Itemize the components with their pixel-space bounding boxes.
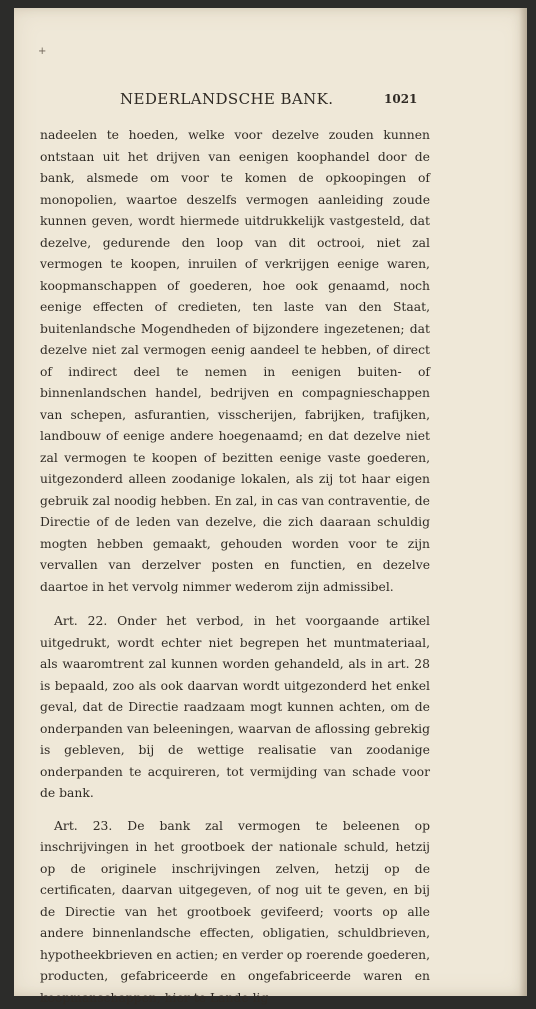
page-number: 1021 (384, 92, 417, 106)
paragraph-continuation: nadeelen te hoeden, welke voor dezelve zouden kunnen ontstaan uit het drijven van eenigen koophandel door de bank, alsmede om voor te komen de opkoopingen of monopolien, waartoe deszelfs vermogen aanleiding zoude kunnen geven, wordt hiermede uitdrukkelijk vastgesteld, dat dezelve, gedurende den loop van dit octrooi, niet zal vermogen te koopen, inruilen of verkrijgen eenige waren, koopmanschappen of goederen, hoe ook genaamd, noch eenige effecten of credieten, ten laste van den Staat, buitenlandsche Mogendheden of bijzondere ingezetenen; dat dezelve niet zal vermogen eenig aandeel te hebben, of direct of indirect deel te nemen in eenigen buiten- of binnenlandschen handel, bedrijven en compagnieschappen van schepen, asfurantien, visscherijen, fabrijken, trafijken, landbouw of eenige andere hoegenaamd; en dat dezelve niet zal vermogen te koopen of bezitten eenige vaste goederen, uitgezonderd alleen zoodanige lokalen, als zij tot haar eigen gebruik zal noodig hebben. En zal, in cas van contraventie, de Directie of de leden van dezelve, die zich daaraan schuldig mogten hebben gemaakt, gehouden worden voor te zijn vervallen van derzelver posten en functien, en dezelve daartoe in het vervolg nimmer wederom zijn admissibel. (40, 125, 430, 598)
page-mark: + (38, 46, 46, 57)
main-text (40, 125, 430, 1009)
article-23-paragraph: Art. 23. De bank zal vermogen te beleenen op inschrijvingen in het grootboek der nationale schuld, hetzij op de originele inschrijvingen zelven, hetzij op de certificaten, daarvan uitgegeven, of nog uit te geven, en bij de Directie van het grootboek gevifeerd; voorts op alle andere binnenlandsche effecten, obligatien, schuldbrieven, hypotheekbrieven en actien; en verder op roerende goederen, producten, gefabriceerde en ongefabriceerde waren en koopmanschappen, hier te Lande lig (40, 816, 430, 1009)
article-22-paragraph: Art. 22. Onder het verbod, in het voorgaande artikel uitgedrukt, wordt echter niet begrepen het muntmateriaal, als waaromtrent zal kunnen worden gehandeld, als in art. 28 is bepaald, zoo als ook daarvan wordt uitgezonderd het enkel geval, dat de Directie raadzaam mogt kunnen achten, om de onderpanden van beleeningen, waarvan de aflossing gebrekig is gebleven, bij de wettige realisatie van zoodanige onderpanden te acquireren, tot vermijding van schade voor de bank. (40, 611, 430, 805)
running-head: NEDERLANDSCHE BANK. (120, 90, 333, 108)
book-page (14, 8, 527, 996)
